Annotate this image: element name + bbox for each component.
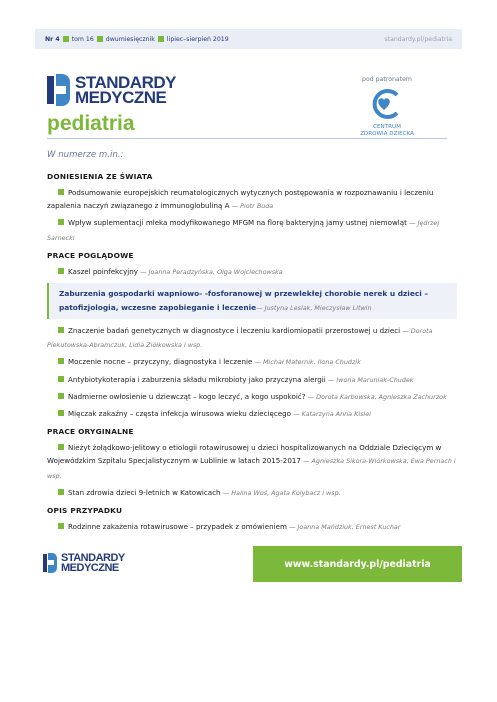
featured-authors: — Justyna Leslak, Mieczysław Litwin	[256, 303, 372, 312]
list-item[interactable]	[47, 373, 457, 387]
article-authors: — Iwona Maruniak-Chudek	[327, 375, 414, 384]
logo-mark-icon	[47, 74, 71, 106]
list-item[interactable]	[47, 324, 457, 352]
article-title: Kaszel poinfekcyjny	[68, 266, 138, 276]
standardy-medyczne-logo	[47, 74, 176, 106]
green-square-icon	[97, 36, 103, 42]
article-authors: — Joanna Mańdziuk, Ernest Kuchar	[289, 523, 401, 532]
list-item[interactable]	[47, 186, 457, 213]
patronage-org-line1: CENTRUM	[373, 124, 401, 130]
article-title: Nadmierne owłosienie u dziewcząt – kogo leczyć, a kogo uspokoić?	[68, 391, 306, 401]
volume: tom 16	[71, 35, 94, 43]
bullet-icon	[58, 523, 64, 529]
table-of-contents	[47, 166, 457, 537]
article-title: Mięczak zakaźny – częsta infekcja wirusowa wieku dziecięcego	[68, 409, 291, 419]
bullet-icon	[58, 219, 64, 225]
article-title: Antybiotykoterapia i zaburzenia składu mikrobioty jako przyczyna alergii	[68, 374, 326, 384]
patronage	[355, 76, 419, 138]
article-authors: — Dorota Piekutowska-Abramczuk, Lidia Ziółkowska i wsp.	[47, 327, 433, 350]
site-link[interactable]: standardy.pl/pediatria	[384, 35, 452, 43]
article-title: Nieżyt żołądkowo-jelitowy o etiologii rotawirusowej u dzieci hospitalizowanych na Oddziale Dziecięcym w Wojewódzkim Szpitalu Specjalistycznym w Lublinie w latach 2015-2017	[47, 443, 442, 466]
footer-logo-line1: STANDARDY	[61, 552, 125, 564]
section-title: PRACE ORYGINALNE	[47, 427, 134, 437]
issue-meta	[45, 36, 229, 43]
issue-number: Nr 4	[45, 35, 60, 43]
list-item[interactable]	[47, 407, 457, 421]
logo-line1: STANDARDY	[75, 73, 176, 92]
patronage-org-line2: ZDROWIA DZIECKA	[360, 131, 414, 137]
featured-title: Zaburzenia gospodarki wapniowo- -fosforanowej w przewlekłej chorobie nerek u dzieci – patofizjologia, wczesne zapobieganie i leczenie	[59, 289, 429, 312]
article-title: Znaczenie badań genetycznych w diagnostyce i leczeniu kardiomiopatii przerostowej u dzieci	[68, 326, 401, 336]
bullet-icon	[58, 327, 64, 333]
article-title: Moczenie nocne – przyczyny, diagnostyka i leczenie	[68, 357, 253, 367]
section-title: PRACE POGLĄDOWE	[47, 250, 134, 260]
issue-date: lipiec–sierpień 2019	[166, 35, 229, 43]
bullet-icon	[58, 358, 64, 364]
footer-logo	[43, 553, 125, 573]
list-item[interactable]	[47, 520, 457, 534]
list-item[interactable]	[47, 486, 457, 500]
article-authors: — Agnieszka Sikora-Wiórkowska, Ewa Pernach i wsp.	[47, 457, 456, 480]
list-item[interactable]	[47, 441, 457, 483]
list-item[interactable]	[47, 355, 457, 369]
section-title: OPIS PRZYPADKU	[47, 506, 123, 516]
header-divider	[47, 138, 447, 139]
list-item[interactable]	[47, 390, 457, 404]
bullet-icon	[58, 189, 64, 195]
issue-info-bar	[35, 29, 462, 49]
article-authors: — Katarzyna Anna Kisiel	[293, 410, 371, 419]
bullet-icon	[58, 489, 64, 495]
article-authors: — Michał Maternik, Ilona Chudzik	[254, 358, 361, 367]
intro-heading: W numerze m.in.:	[47, 150, 124, 160]
footer-logo-line2: MEDYCZNE	[61, 562, 119, 574]
article-authors: — Halina Woś, Agata Kolybacz i wsp.	[222, 488, 341, 497]
patronage-label: pod patronatem	[362, 76, 412, 83]
featured-article[interactable]	[47, 283, 457, 319]
article-title: Stan zdrowia dzieci 9-letnich w Katowicach	[68, 487, 221, 497]
article-title: Rodzinne zakażenia rotawirusowe – przypadek z omówieniem	[68, 522, 287, 532]
bullet-icon	[58, 444, 64, 450]
bullet-icon	[58, 410, 64, 416]
article-title: Wpływ suplementacji mleka modyfikowanego MFGM na florę bakteryjną jamy ustnej niemowląt	[68, 218, 407, 228]
article-authors: — Joanna Peradzyńska, Olga Wojciechowska	[140, 267, 283, 276]
footer-url-link[interactable]: www.standardy.pl/pediatria	[253, 546, 462, 582]
green-square-icon	[63, 36, 69, 42]
bullet-icon	[58, 376, 64, 382]
article-authors: — Dorota Karbowska, Agnieszka Zachurzok	[307, 392, 447, 401]
list-item[interactable]	[47, 265, 457, 279]
logo-mark-icon	[43, 553, 57, 573]
frequency: dwumiesięcznik	[105, 35, 155, 43]
article-title: Podsumowanie europejskich reumatologicznych wytycznych postępowania w rozpoznawaniu i leczeniu zapalenia naczyń związanego z immunoglobuliną A	[47, 188, 434, 211]
logo-line2: MEDYCZNE	[75, 88, 167, 107]
article-authors: — Piotr Buda	[231, 202, 274, 211]
heart-c-icon	[369, 89, 405, 119]
journal-title: pediatria	[47, 112, 135, 135]
bullet-icon	[58, 268, 64, 274]
green-square-icon	[158, 36, 164, 42]
section-title: DONIESIENIA ZE ŚWIATA	[47, 172, 153, 181]
list-item[interactable]	[47, 216, 457, 244]
article-authors: — Jędrzej Sarnecki	[47, 219, 440, 242]
bullet-icon	[58, 393, 64, 399]
